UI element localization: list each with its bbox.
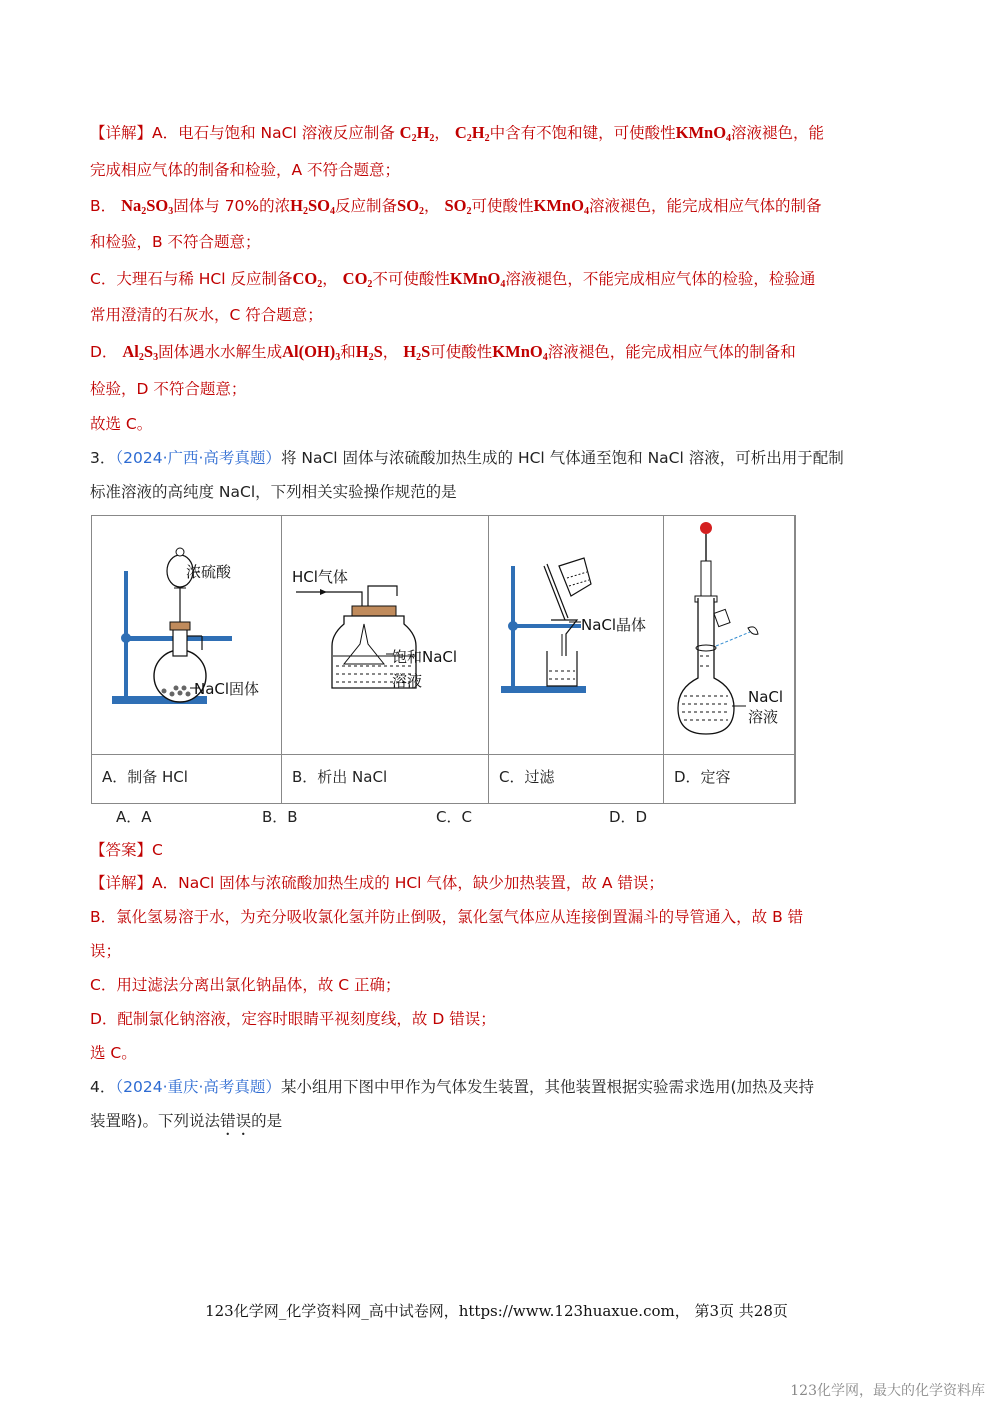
figure-cell-a [92,516,282,803]
figure-cell-c [489,516,664,803]
caption-d: D．定容 [674,768,731,786]
q2-detail-a-line2: 完成相应气体的制备和检验，A 不符合题意； [90,161,401,179]
caption-b: B．析出 NaCl [292,768,388,786]
q4-stem-line1: 4．（2024·重庆·高考真题）某小组用下图中甲作为气体发生装置，其他装置根据实验需求选用(加热及夹持 [90,1078,814,1096]
figure-cell-b [282,516,489,803]
q3-detail-b-line1: B．氯化氢易溶于水，为充分吸收氯化氢并防止倒吸，氯化氢气体应从连接倒置漏斗的导管通入，故 B 错 [90,908,804,926]
table-divider [92,754,795,755]
q3-source: （2024·广西·高考真题） [115,449,281,467]
q2-detail-b-line1: B． $Na_2SO_3$固体与 70%的浓$H_2SO_4$反应制备$SO_2$， $SO_2$可使酸性KMnO$_4$溶液褪色，能完成相应气体的制备 [90,196,822,217]
q3-detail-b-line2: 误； [90,942,122,960]
caption-c: C．过滤 [499,768,555,786]
q2-detail-b-line2: 和检验，B 不符合题意； [90,233,261,251]
label-nacl-solid: NaCl固体 [194,680,260,698]
figure-cell-d [664,516,795,803]
q2-detail-a-line1: 【详解】A．电石与饱和 NaCl 溶液反应制备 $C_2H_2$， $C_2H_2$中含有不饱和键，可使酸性KMnO$_4$溶液褪色，能 [90,123,825,144]
q3-conclusion: 选 C。 [90,1044,137,1062]
apparatus-a-figure [92,516,282,754]
q2-detail-c-line1: C．大理石与稀 HCl 反应制备$CO_2$， $CO_2$不可使酸性KMnO$_4$溶液褪色，不能完成相应气体的检验，检验通 [90,269,816,290]
q3-detail-a: 【详解】A．NaCl 固体与浓硫酸加热生成的 HCl 气体，缺少加热装置，故 A 错误； [90,874,664,892]
apparatus-d-figure [664,516,795,754]
q3-stem-line1: 3．（2024·广西·高考真题）将 NaCl 固体与浓硫酸加热生成的 HCl 气体通至饱和 NaCl 溶液，可析出用于配制 [90,449,844,467]
label-nacl-d: NaCl [748,688,784,706]
q3-figure-table [91,515,796,804]
page-footer: 123化学网_化学资料网_高中试卷网，https://www.123huaxue.com， 第3页 共28页 [205,1302,788,1320]
apparatus-c-figure [489,516,664,754]
q3-answer: 【答案】C [90,841,163,859]
label-solution-d: 溶液 [748,708,779,726]
q3-stem-line2: 标准溶液的高纯度 NaCl，下列相关实验操作规范的是 [90,483,457,501]
label-solution-b: 溶液 [392,672,423,690]
label-saturated-nacl: 饱和NaCl [392,648,458,666]
option-c: C．C [436,808,472,826]
q4-stem-line2: 装置略)。下列说法错误的是 [90,1112,283,1130]
q3-detail-d: D．配制氯化钠溶液，定容时眼睛平视刻度线，故 D 错误； [90,1010,496,1028]
apparatus-b-figure [282,516,489,754]
q2-detail-d-line2: 检验，D 不符合题意； [90,380,247,398]
option-d: D．D [609,808,648,826]
q2-conclusion: 故选 C。 [90,415,153,433]
caption-a: A．制备 HCl [102,768,188,786]
label-hcl-gas: HCl气体 [292,568,348,586]
q2-detail-d-line1: D． $Al_2S_3$固体遇水水解生成$Al(OH)_3$和$H_2S$， $H_2S$可使酸性KMnO$_4$溶液褪色，能完成相应气体的制备和 [90,342,796,363]
watermark: 123化学网，最大的化学资料库 [790,1383,985,1399]
option-b: B．B [262,808,298,826]
label-conc-sulfuric: 浓硫酸 [186,563,232,581]
q2-detail-c-line2: 常用澄清的石灰水，C 符合题意； [90,306,323,324]
option-a: A．A [116,808,152,826]
q4-source: （2024·重庆·高考真题） [115,1078,281,1096]
label-nacl-crystal: NaCl晶体 [581,616,647,634]
q3-detail-c: C．用过滤法分离出氯化钠晶体，故 C 正确； [90,976,401,994]
